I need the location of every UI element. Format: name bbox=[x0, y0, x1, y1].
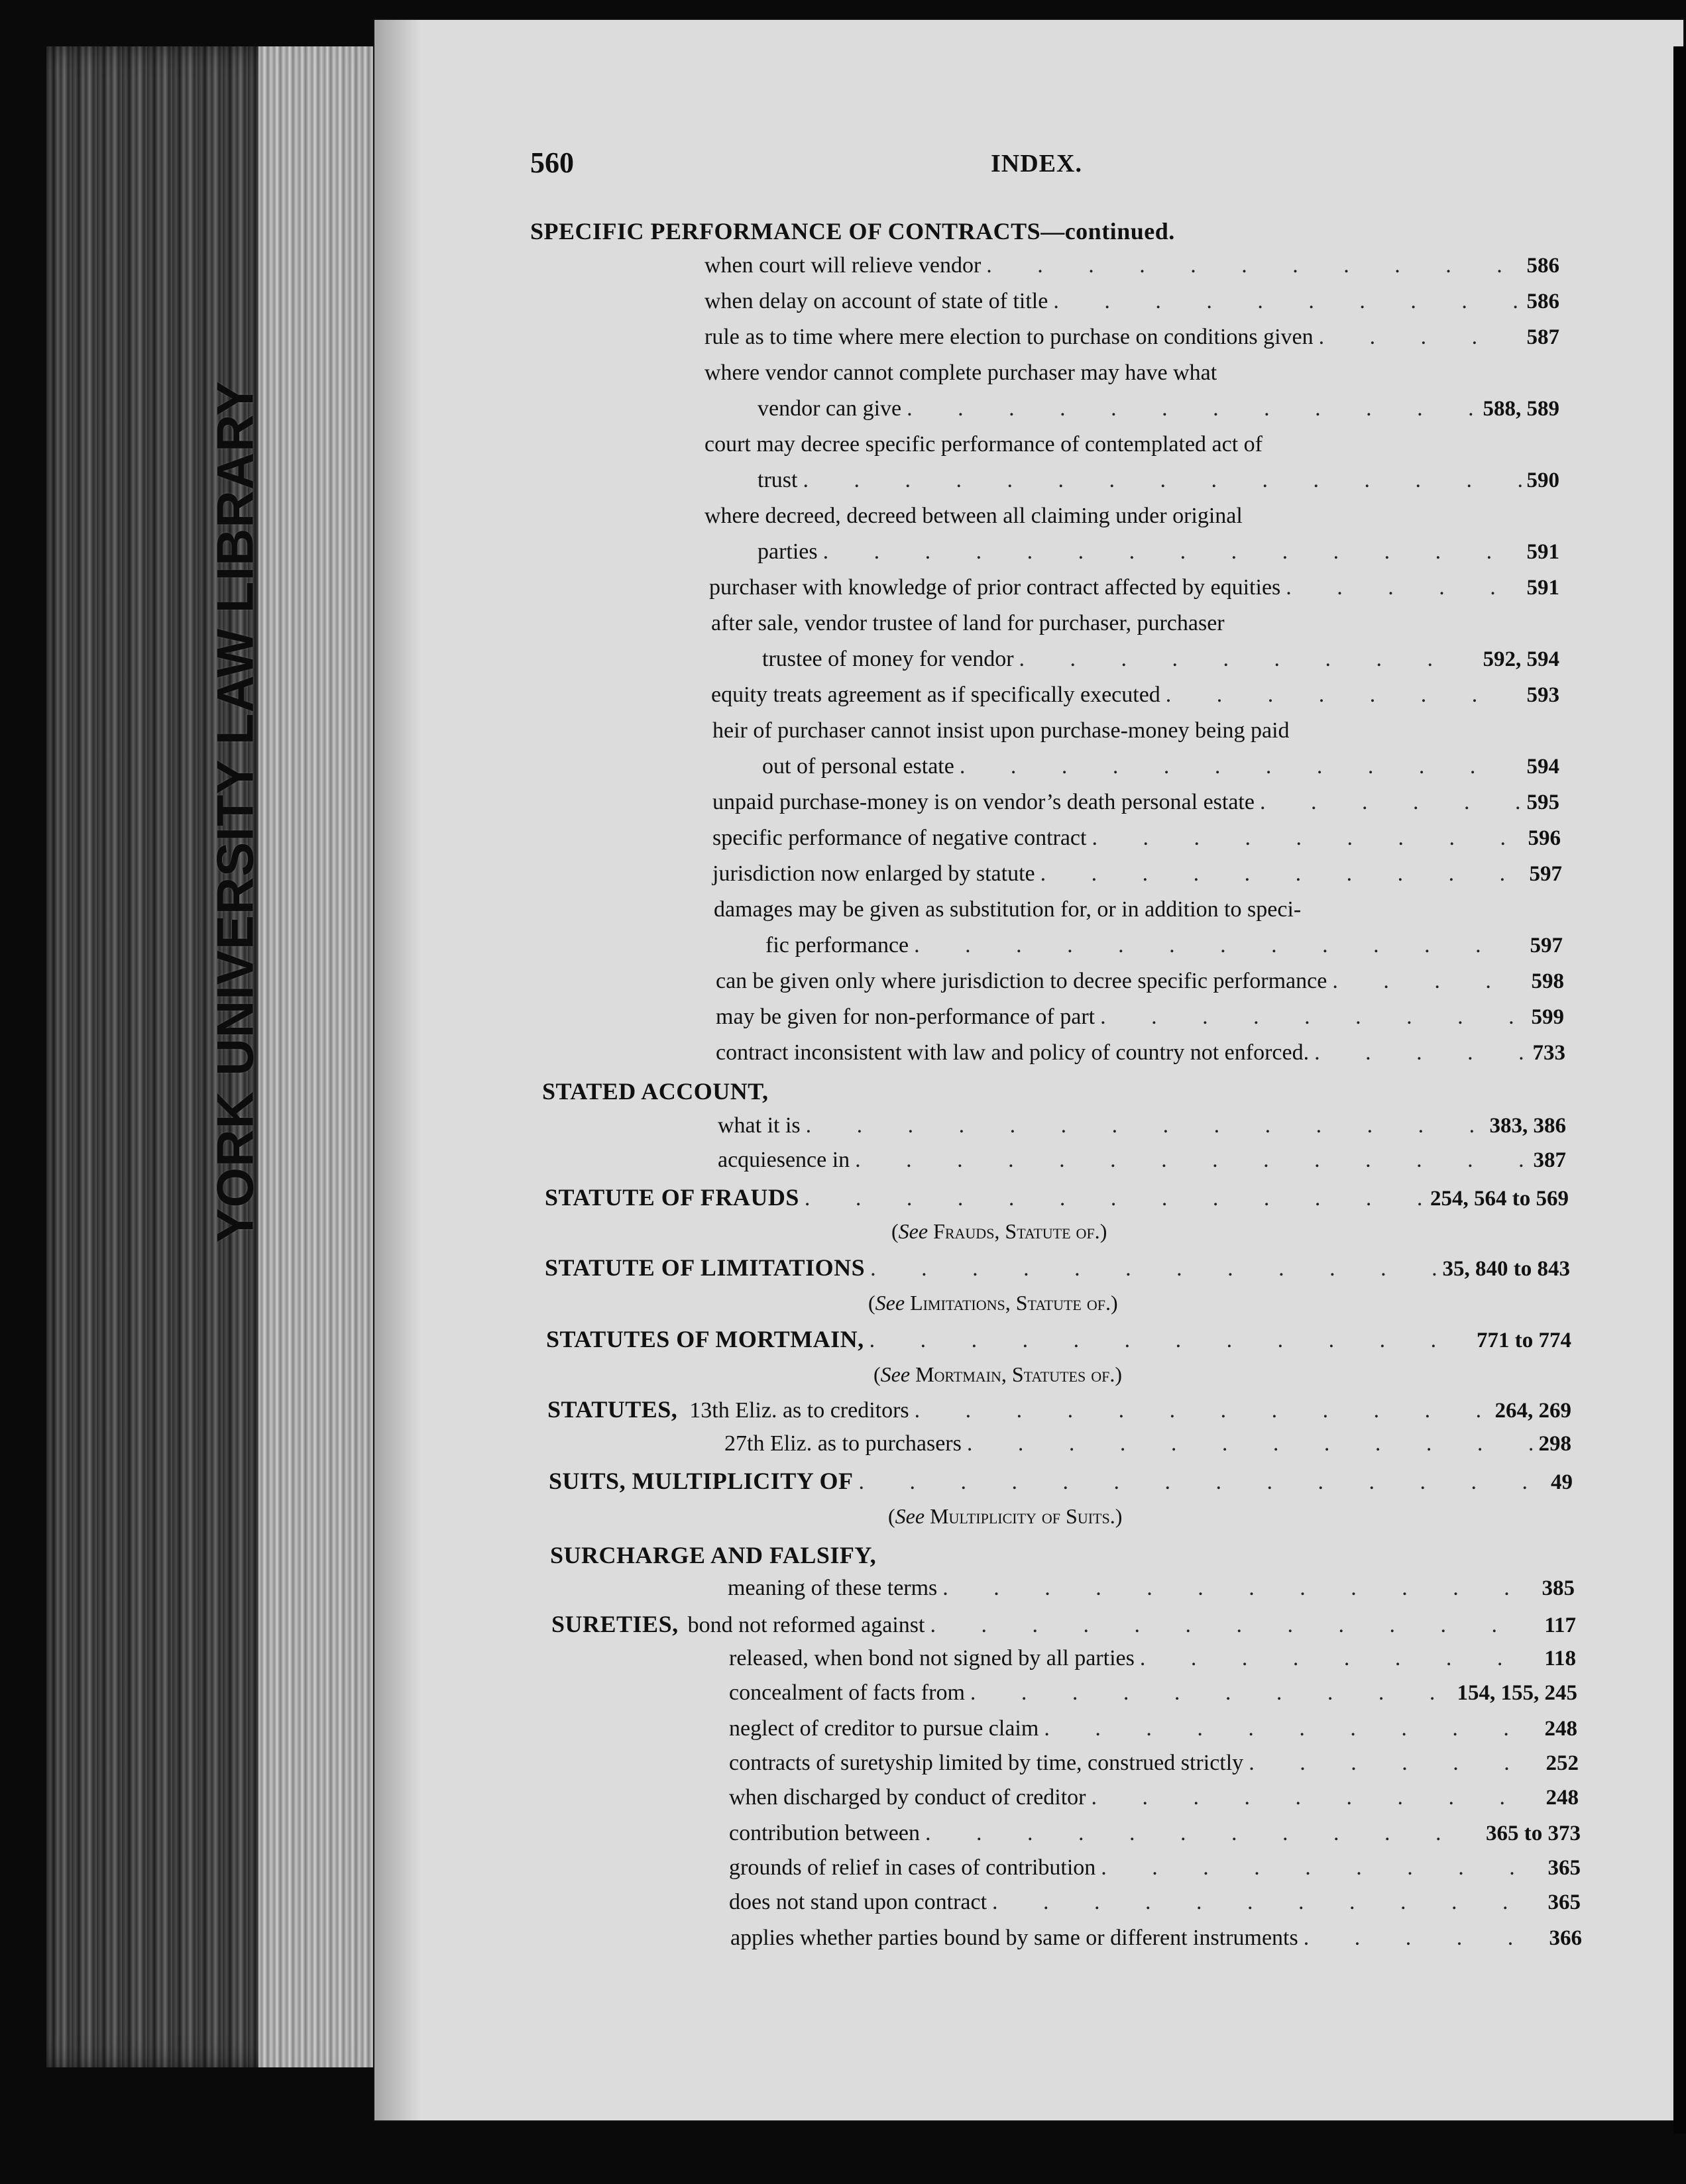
dot-leader bbox=[960, 754, 1522, 779]
entry-pages: 597 bbox=[1530, 934, 1563, 957]
index-entry bbox=[712, 790, 1559, 823]
heading-text: SURCHARGE AND FALSIFY, bbox=[550, 1542, 877, 1568]
index-entry bbox=[704, 253, 1559, 286]
entry-text: heir of purchaser cannot insist upon purchase-money being paid bbox=[712, 718, 1290, 743]
index-entry bbox=[762, 647, 1559, 680]
dot-leader bbox=[925, 1821, 1481, 1846]
heading-text: STATUTE OF FRAUDS bbox=[545, 1184, 799, 1211]
page-number: 560 bbox=[530, 146, 574, 179]
entry-pages: 383, 386 bbox=[1489, 1114, 1566, 1138]
dot-leader bbox=[1319, 325, 1522, 350]
page-gutter-shadow bbox=[374, 20, 421, 2120]
index-entry bbox=[712, 826, 1561, 859]
index-entry bbox=[762, 754, 1559, 787]
entry-pages: 365 bbox=[1547, 1890, 1581, 1914]
entry-text: bond not reformed against bbox=[687, 1613, 925, 1637]
see-label: See bbox=[898, 1219, 928, 1243]
entry-text: applies whether parties bound by same or different instruments bbox=[730, 1926, 1298, 1950]
dot-leader bbox=[930, 1613, 1539, 1638]
entry-pages: 598 bbox=[1531, 969, 1564, 993]
dot-leader bbox=[805, 1186, 1425, 1211]
dot-leader bbox=[986, 253, 1521, 278]
entry-text: vendor can give bbox=[758, 396, 902, 421]
entry-pages: 587 bbox=[1526, 325, 1559, 349]
page-title: INDEX. bbox=[991, 150, 1082, 178]
entry-pages: 596 bbox=[1528, 826, 1561, 850]
see-label: See bbox=[875, 1291, 905, 1315]
entry-pages: 771 to 774 bbox=[1477, 1329, 1571, 1352]
entry-pages: 35, 840 to 843 bbox=[1442, 1257, 1570, 1281]
book-page-edges-light bbox=[258, 46, 378, 2067]
dot-leader bbox=[1260, 790, 1522, 815]
entry-text: purchaser with knowledge of prior contract affected by equities bbox=[709, 575, 1281, 600]
entry-text: can be given only where jurisdiction to decree specific performance bbox=[716, 969, 1327, 993]
heading-statutes-of-mortmain bbox=[546, 1325, 1571, 1358]
entry-pages: 264, 269 bbox=[1494, 1399, 1571, 1423]
entry-pages: 118 bbox=[1544, 1647, 1576, 1670]
dot-leader bbox=[1332, 969, 1526, 994]
heading-surcharge-and-falsify bbox=[550, 1541, 1147, 1574]
dot-leader bbox=[870, 1328, 1471, 1353]
entry-text: trustee of money for vendor bbox=[762, 647, 1014, 671]
see-target: Multiplicity of Suits. bbox=[930, 1504, 1115, 1528]
entry-text: contract inconsistent with law and policy of country not enforced. bbox=[716, 1040, 1310, 1065]
index-entry bbox=[729, 1785, 1579, 1818]
entry-text: trust bbox=[758, 468, 798, 492]
library-stamp: YORK UNIVERSITY LAW LIBRARY bbox=[205, 380, 264, 1243]
dot-leader bbox=[942, 1576, 1536, 1601]
entry-pages: 592, 594 bbox=[1483, 647, 1559, 671]
cross-reference: (See Mortmain, Statutes of.) bbox=[873, 1362, 1122, 1386]
entry-text: jurisdiction now enlarged by statute bbox=[712, 861, 1035, 886]
dot-leader bbox=[1092, 826, 1522, 851]
dot-leader bbox=[970, 1680, 1452, 1706]
index-entry bbox=[709, 575, 1559, 608]
index-entry bbox=[758, 539, 1559, 573]
entry-text: meaning of these terms bbox=[728, 1576, 938, 1600]
entry-text: fic performance bbox=[765, 933, 909, 957]
cross-reference: (See Limitations, Statute of.) bbox=[868, 1291, 1118, 1315]
entry-text: 13th Eliz. as to creditors bbox=[689, 1398, 909, 1423]
index-entry bbox=[724, 1431, 1571, 1464]
entry-text: contribution between bbox=[729, 1821, 920, 1845]
entry-pages: 49 bbox=[1551, 1470, 1573, 1494]
index-entry-line bbox=[704, 360, 1493, 394]
entry-pages: 599 bbox=[1531, 1005, 1564, 1029]
heading-suits-multiplicity bbox=[549, 1467, 1573, 1500]
entry-text: equity treats agreement as if specifically executed bbox=[711, 682, 1160, 707]
heading-text: STATUTES OF MORTMAIN, bbox=[546, 1326, 864, 1352]
entry-pages: 595 bbox=[1526, 791, 1559, 814]
heading-text: SURETIES, bbox=[551, 1611, 679, 1637]
index-entry bbox=[729, 1716, 1577, 1749]
entry-pages: 365 to 373 bbox=[1486, 1822, 1581, 1845]
entry-pages: 387 bbox=[1533, 1148, 1566, 1172]
index-entry-line bbox=[711, 611, 1493, 644]
entry-pages: 248 bbox=[1546, 1786, 1579, 1810]
entry-text: unpaid purchase-money is on vendor’s death personal estate bbox=[712, 790, 1255, 814]
entry-pages: 590 bbox=[1526, 468, 1559, 492]
entry-pages: 733 bbox=[1532, 1041, 1565, 1065]
entry-pages: 366 bbox=[1549, 1926, 1582, 1950]
entry-text: neglect of creditor to pursue claim bbox=[729, 1716, 1039, 1741]
entry-text: when court will relieve vendor bbox=[704, 253, 982, 278]
index-entry bbox=[711, 682, 1559, 716]
index-entry bbox=[712, 861, 1562, 895]
entry-text: after sale, vendor trustee of land for purchaser, purchaser bbox=[711, 611, 1225, 635]
dot-leader bbox=[915, 1398, 1490, 1423]
index-entry bbox=[716, 1040, 1565, 1073]
entry-pages: 591 bbox=[1526, 576, 1559, 600]
index-entry bbox=[728, 1576, 1575, 1609]
index-entry bbox=[729, 1751, 1579, 1784]
dot-leader bbox=[914, 933, 1524, 958]
entry-pages: 117 bbox=[1544, 1613, 1576, 1637]
scan-right-border bbox=[1673, 46, 1686, 2134]
dot-leader bbox=[1249, 1751, 1540, 1776]
dot-leader bbox=[1091, 1785, 1540, 1810]
entry-pages: 252 bbox=[1546, 1751, 1579, 1775]
index-entry bbox=[729, 1680, 1577, 1714]
see-target: Frauds, Statute of. bbox=[933, 1219, 1100, 1243]
index-entry-line bbox=[704, 504, 1493, 537]
index-entry bbox=[765, 933, 1563, 966]
index-entry bbox=[704, 289, 1559, 322]
index-entry bbox=[730, 1926, 1582, 1959]
heading-statute-of-frauds bbox=[545, 1183, 1569, 1217]
entry-pages: 298 bbox=[1538, 1432, 1571, 1456]
entry-text: damages may be given as substitution for, or in addition to speci- bbox=[714, 897, 1302, 922]
entry-pages: 586 bbox=[1526, 290, 1559, 313]
dot-leader bbox=[1101, 1855, 1542, 1881]
heading-text: SPECIFIC PERFORMANCE OF CONTRACTS—continued. bbox=[530, 218, 1175, 245]
entry-pages: 365 bbox=[1547, 1856, 1581, 1880]
cross-reference: (See Multiplicity of Suits.) bbox=[888, 1504, 1123, 1528]
entry-pages: 586 bbox=[1526, 254, 1559, 278]
dot-leader bbox=[858, 1470, 1546, 1495]
index-entry bbox=[758, 396, 1559, 429]
entry-pages: 594 bbox=[1526, 755, 1559, 779]
entry-pages: 385 bbox=[1542, 1576, 1575, 1600]
heading-text: STATUTE OF LIMITATIONS bbox=[545, 1254, 866, 1281]
cross-reference: (See Frauds, Statute of.) bbox=[891, 1219, 1107, 1243]
index-entry bbox=[729, 1855, 1581, 1888]
entry-text: when discharged by conduct of creditor bbox=[729, 1785, 1086, 1810]
entry-text: specific performance of negative contract bbox=[712, 826, 1087, 850]
dot-leader bbox=[992, 1890, 1542, 1915]
entry-text: 27th Eliz. as to purchasers bbox=[724, 1431, 962, 1456]
heading-text: STATUTES, bbox=[547, 1396, 678, 1423]
see-label: See bbox=[880, 1362, 911, 1386]
dot-leader bbox=[1044, 1716, 1539, 1741]
entry-text: does not stand upon contract bbox=[729, 1890, 987, 1914]
dot-leader bbox=[870, 1256, 1437, 1282]
dot-leader bbox=[967, 1431, 1534, 1456]
see-target: Mortmain, Statutes of. bbox=[915, 1362, 1115, 1386]
entry-pages: 254, 564 to 569 bbox=[1430, 1187, 1569, 1211]
dot-leader bbox=[1314, 1040, 1527, 1065]
entry-pages: 597 bbox=[1529, 862, 1562, 886]
index-entry bbox=[729, 1821, 1581, 1854]
heading-statute-of-limitations bbox=[545, 1254, 1570, 1287]
heading-specific-performance bbox=[530, 217, 1458, 250]
index-entry bbox=[729, 1646, 1576, 1679]
entry-text: parties bbox=[758, 539, 818, 564]
entry-pages: 593 bbox=[1526, 683, 1559, 707]
see-label: See bbox=[895, 1504, 925, 1528]
dot-leader bbox=[803, 468, 1521, 493]
index-entry bbox=[718, 1148, 1566, 1181]
entry-text: grounds of relief in cases of contribution bbox=[729, 1855, 1096, 1880]
entry-text: released, when bond not signed by all parties bbox=[729, 1646, 1135, 1670]
dot-leader bbox=[1100, 1005, 1526, 1030]
dot-leader bbox=[1166, 682, 1522, 708]
entry-text: acquiesence in bbox=[718, 1148, 850, 1172]
dot-leader bbox=[823, 539, 1522, 565]
dot-leader bbox=[1019, 647, 1478, 672]
index-entry bbox=[729, 1890, 1581, 1923]
entry-pages: 154, 155, 245 bbox=[1457, 1681, 1577, 1705]
dot-leader bbox=[1040, 861, 1524, 887]
dot-leader bbox=[1304, 1926, 1544, 1951]
dot-leader bbox=[1286, 575, 1521, 600]
dot-leader bbox=[1053, 289, 1521, 314]
entry-text: where vendor cannot complete purchaser may have what bbox=[704, 360, 1217, 385]
entry-text: out of personal estate bbox=[762, 754, 954, 779]
heading-sureties bbox=[551, 1610, 1576, 1643]
heading-text: SUITS, MULTIPLICITY OF bbox=[549, 1468, 854, 1494]
dot-leader bbox=[806, 1113, 1485, 1138]
entry-text: rule as to time where mere election to purchase on conditions given bbox=[704, 325, 1314, 349]
entry-pages: 248 bbox=[1544, 1717, 1577, 1741]
entry-text: when delay on account of state of title bbox=[704, 289, 1048, 313]
entry-text: what it is bbox=[718, 1113, 801, 1138]
heading-statutes bbox=[547, 1395, 1571, 1429]
index-entry bbox=[716, 969, 1564, 1002]
entry-text: contracts of suretyship limited by time, construed strictly bbox=[729, 1751, 1244, 1775]
see-target: Limitations, Statute of. bbox=[910, 1291, 1111, 1315]
index-entry-line bbox=[704, 432, 1493, 465]
index-entry-line bbox=[714, 897, 1496, 930]
entry-pages: 588, 589 bbox=[1483, 397, 1559, 421]
entry-text: may be given for non-performance of part bbox=[716, 1005, 1096, 1029]
index-entry bbox=[704, 325, 1559, 358]
entry-pages: 591 bbox=[1526, 540, 1559, 564]
entry-text: concealment of facts from bbox=[729, 1680, 965, 1705]
index-entry bbox=[718, 1113, 1566, 1146]
index-entry bbox=[758, 468, 1559, 501]
dot-leader bbox=[1140, 1646, 1539, 1671]
entry-text: court may decree specific performance of contemplated act of bbox=[704, 432, 1263, 457]
dot-leader bbox=[855, 1148, 1528, 1173]
entry-text: where decreed, decreed between all claiming under original bbox=[704, 504, 1243, 528]
index-entry-line bbox=[712, 718, 1494, 751]
heading-stated-account bbox=[542, 1077, 1006, 1111]
dot-leader bbox=[907, 396, 1477, 421]
heading-text: STATED ACCOUNT, bbox=[542, 1078, 769, 1105]
index-entry bbox=[716, 1005, 1564, 1038]
